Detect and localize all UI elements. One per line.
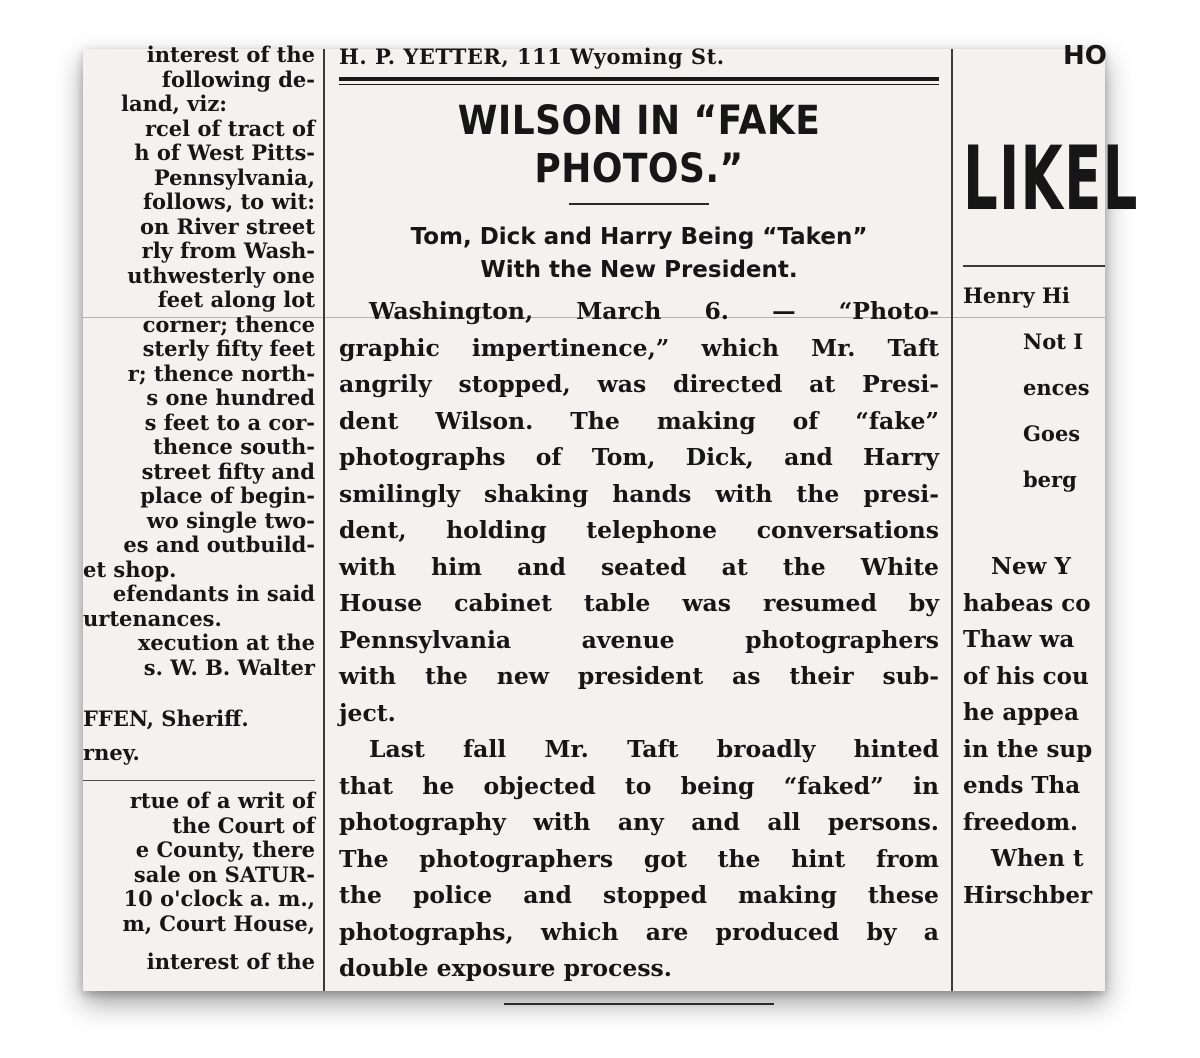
text-line: et shop. — [83, 556, 177, 582]
text-line: Goes — [1023, 421, 1081, 446]
text-line: land, viz: — [121, 91, 228, 116]
text-line: feet along lot — [157, 287, 315, 312]
text-line: m, Court House, — [122, 910, 315, 936]
advertiser-line: H. P. YETTER, 111 Wyoming St. — [339, 44, 725, 69]
text-line: When t — [991, 845, 1084, 872]
text-line: in the sup — [963, 735, 1093, 763]
text-line: Washington, March 6. — “Photo- — [369, 297, 939, 325]
column-divider — [83, 780, 315, 781]
article-body — [333, 293, 945, 987]
text-line: Thaw wa — [963, 626, 1075, 653]
text-line: follows, to wit: — [142, 189, 315, 214]
text-line: rly from Wash- — [141, 238, 315, 263]
text-line: rtue of a writ of — [129, 788, 315, 813]
article-headline: WILSON IN “FAKE PHOTOS.” — [457, 98, 821, 192]
subheadline-fragment — [963, 273, 1105, 503]
newspaper-clipping — [83, 41, 1139, 991]
text-line: es and outbuild- — [123, 532, 315, 557]
text-line: h of West Pitts- — [134, 140, 315, 165]
text-line: photographs of Tom, Dick, and Harry — [339, 443, 939, 471]
text-line: smilingly shaking hands with the presi- — [339, 479, 939, 508]
text-line: s. W. B. Walter — [143, 654, 315, 680]
text-line: of his cou — [963, 662, 1089, 690]
body-fragment — [963, 549, 1105, 914]
text-line: dent Wilson. The making of “fake” — [339, 406, 939, 435]
text-line: ences — [1023, 375, 1090, 400]
text-line: on River street — [140, 213, 315, 239]
text-line: the police and stopped making these — [339, 881, 939, 909]
text-line: s feet to a cor- — [144, 409, 315, 435]
article-column — [333, 44, 945, 991]
text-line: Hirschber — [963, 881, 1093, 909]
text-line: sale on SATUR- — [133, 861, 315, 887]
double-rule — [339, 77, 939, 85]
article-end-rule — [504, 1003, 774, 1005]
text-line: xecution at the — [137, 630, 315, 655]
text-line: habeas co — [963, 589, 1091, 617]
text-line: FFEN, Sheriff. — [83, 706, 249, 731]
text-line: thence south- — [153, 434, 315, 459]
text-line: r; thence north- — [127, 360, 315, 386]
text-line: following de- — [161, 66, 315, 92]
headline-rule — [963, 265, 1105, 267]
subheadline-line: With the New President. — [480, 257, 798, 283]
legal-notice-signature — [83, 702, 315, 770]
text-line: that he objected to being “faked” in — [339, 771, 939, 800]
text-line: The photographers got the hint from — [339, 844, 939, 873]
text-line: berg — [1023, 467, 1077, 492]
text-line: photographs, which are produced by a — [339, 917, 939, 946]
text-line: double exposure process. — [339, 954, 672, 982]
text-line: ject. — [339, 698, 396, 727]
text-line: wo single two- — [146, 507, 315, 533]
text-line: place of begin- — [140, 483, 315, 508]
right-column-article-fragment — [963, 41, 1139, 991]
text-line: House cabinet table was resumed by — [339, 589, 939, 617]
text-line: angrily stopped, was directed at Presi- — [339, 370, 939, 398]
legal-notice-block-2 — [83, 789, 315, 975]
column-rule — [323, 49, 325, 991]
text-line: interest of the — [146, 42, 315, 67]
text-line: sterly fifty feet — [142, 336, 315, 361]
headline-fragment-large: LIKEL — [963, 127, 1139, 230]
text-line: e County, there — [135, 837, 315, 862]
text-line: graphic impertinence,” which Mr. Taft — [339, 333, 939, 362]
text-line: dent, holding telephone conversations — [339, 516, 939, 544]
text-line: he appea — [963, 699, 1079, 726]
text-line: freedom. — [963, 808, 1079, 836]
text-line: urtenances. — [83, 605, 222, 631]
article-paragraph-1 — [339, 293, 939, 731]
text-line: s one hundred — [146, 385, 315, 410]
text-line: corner; thence — [142, 311, 315, 337]
text-line: Not I — [1023, 329, 1084, 354]
text-line: efendants in said — [112, 581, 315, 606]
left-column-legal-notice — [83, 42, 315, 991]
subheadline-line: Tom, Dick and Harry Being “Taken” — [410, 224, 868, 250]
text-line: with him and seated at the White — [339, 552, 939, 581]
text-line: Pennsylvania, — [153, 164, 315, 190]
column-rule — [951, 49, 953, 991]
article-paragraph-2 — [339, 731, 939, 987]
text-line: interest of the — [146, 949, 315, 974]
text-line: ends Tha — [963, 772, 1081, 799]
text-line: 10 o'clock a. m., — [123, 886, 315, 911]
text-line: street fifty and — [141, 458, 315, 484]
headline-fragment-top: HO — [1063, 41, 1107, 71]
text-line: Henry Hi — [963, 283, 1070, 308]
text-line: New Y — [991, 553, 1071, 580]
text-line: rney. — [83, 740, 140, 765]
legal-notice-block-1 — [83, 43, 315, 680]
headline-rule — [569, 203, 709, 205]
text-line: Pennsylvania avenue photographers — [339, 625, 939, 654]
text-line: uthwesterly one — [127, 262, 315, 288]
text-line: rcel of tract of — [144, 115, 315, 141]
text-line: the Court of — [172, 812, 315, 838]
text-line: with the new president as their sub- — [339, 662, 939, 690]
text-line: Last fall Mr. Taft broadly hinted — [369, 735, 939, 763]
article-subheadline — [333, 221, 945, 287]
text-line: photography with any and all persons. — [339, 808, 939, 836]
